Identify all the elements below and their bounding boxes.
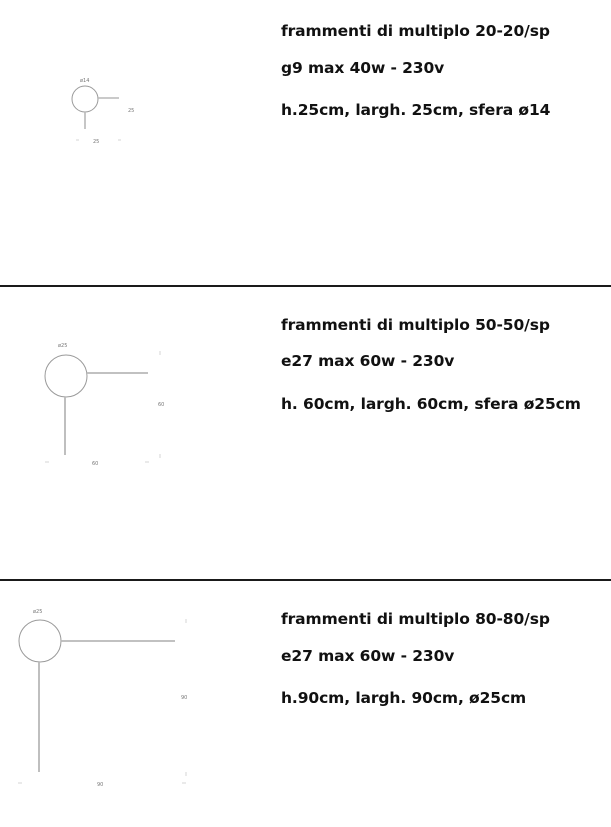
product-3-sphere xyxy=(19,620,61,662)
product-1-sphere xyxy=(72,86,98,112)
product-2-dimensions: h. 60cm, largh. 60cm, sfera ø25cm xyxy=(281,395,581,413)
product-3-height-label: 90 xyxy=(181,695,188,701)
product-2-width-label: 60 xyxy=(92,461,99,467)
product-1-height-label: 25 xyxy=(128,108,135,114)
product-3-name: frammenti di multiplo 80-80/sp xyxy=(281,610,550,628)
product-section-1 xyxy=(0,0,611,286)
product-3-bulb: e27 max 60w - 230v xyxy=(281,647,455,665)
product-3-dimensions: h.90cm, largh. 90cm, ø25cm xyxy=(281,689,527,707)
product-section-2 xyxy=(0,287,611,579)
product-3-drawing xyxy=(15,606,195,791)
product-1-width-label: 25 xyxy=(93,139,100,145)
product-1-dimensions: h.25cm, largh. 25cm, sfera ø14 xyxy=(281,101,551,119)
product-1-sphere-label: ø14 xyxy=(80,78,90,84)
product-2-sphere xyxy=(45,355,87,397)
product-2-bulb: e27 max 60w - 230v xyxy=(281,352,455,370)
product-1-name: frammenti di multiplo 20-20/sp xyxy=(281,22,550,40)
product-3-width-label: 90 xyxy=(97,782,104,788)
product-2-name: frammenti di multiplo 50-50/sp xyxy=(281,316,550,334)
product-1-bulb: g9 max 40w - 230v xyxy=(281,59,445,77)
product-1-drawing xyxy=(60,70,140,150)
product-2-sphere-label: ø25 xyxy=(58,343,68,349)
product-section-3 xyxy=(0,581,611,827)
product-2-drawing xyxy=(40,337,170,472)
product-2-height-label: 60 xyxy=(158,402,165,408)
product-3-sphere-label: ø25 xyxy=(33,609,43,615)
